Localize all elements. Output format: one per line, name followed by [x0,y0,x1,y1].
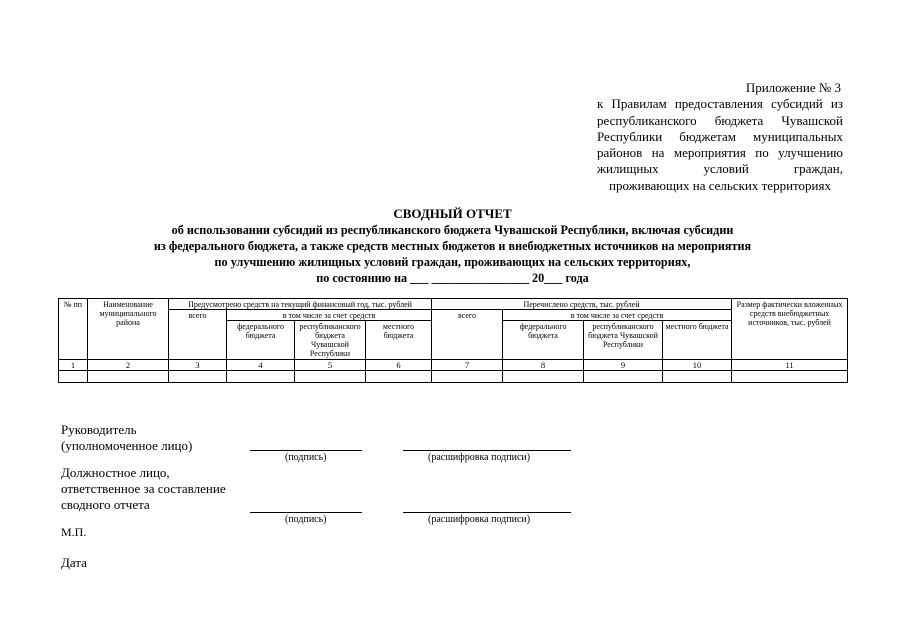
official-signature-caption: (подпись) [285,514,327,525]
column-number: 1 [59,360,88,371]
report-subtitle-line: из федерального бюджета, а также средств местных бюджетов и внебюджетных источников на мероприятия [153,239,752,253]
header-transferred-federal: федерального бюджета [503,321,584,360]
table-cell [584,371,663,383]
column-number: 2 [88,360,169,371]
table-cell [88,371,169,383]
header-col-name: Наименование муниципального района [88,299,169,360]
table-cell [732,371,848,383]
table-cell [503,371,584,383]
table-cell [59,371,88,383]
header-planned-federal: федерального бюджета [227,321,295,360]
head-label [61,422,192,454]
official-decoding-line [403,512,571,513]
header-transferred-local: местного бюджета [663,321,732,360]
report-date-line: по состоянию на ___ ________________ 20___ года [316,271,589,285]
table-cell [432,371,503,383]
header-col-no: № пп [59,299,88,360]
column-number: 7 [432,360,503,371]
column-number: 11 [732,360,848,371]
head-signature-caption: (подпись) [285,452,327,463]
column-number: 4 [227,360,295,371]
official-signature-line [250,512,362,513]
header-planned-including: в том числе за счет средств [227,310,432,321]
column-number: 8 [503,360,584,371]
table-cell [663,371,732,383]
appendix-block [597,80,843,194]
header-transferred-republican: республиканского бюджета Чувашской Республики [584,321,663,360]
column-number: 9 [584,360,663,371]
official-decoding-caption: (расшифровка подписи) [428,514,531,525]
official-label-line: сводного отчета [61,497,150,512]
header-group-planned: Предусмотрено средств на текущий финансовый год, тыс. рублей [169,299,432,310]
header-transferred-including: в том числе за счет средств [503,310,732,321]
header-planned-total: всего [169,310,227,360]
report-subtitle [0,222,905,286]
report-subtitle-line: по улучшению жилищных условий граждан, проживающих на сельских территориях, [214,255,691,269]
column-number: 10 [663,360,732,371]
official-label-line: Должностное лицо, [61,465,170,480]
official-label-line: ответственное за составление [61,481,226,496]
appendix-text: к Правилам предоставления субсидий из республиканского бюджета Чувашской Республики бюджетам муниципальных районов на мероприятия по улучшению жилищных условий граждан, проживающих на сельских территориях [597,96,843,193]
header-planned-republican: республиканского бюджета Чувашской Республики [295,321,366,360]
head-label-line: (уполномоченное лицо) [61,438,193,453]
table-column-numbers-row [59,360,848,371]
table-cell [227,371,295,383]
column-number: 5 [295,360,366,371]
report-table [58,298,848,383]
head-signature-line [250,450,362,451]
header-group-transferred: Перечислено средств, тыс. рублей [432,299,732,310]
column-number: 6 [366,360,432,371]
report-title: СВОДНЫЙ ОТЧЕТ [393,206,512,221]
appendix-number: Приложение № 3 [745,80,841,95]
date-label: Дата [61,555,87,570]
stamp-label: М.П. [61,525,87,539]
header-transferred-total: всего [432,310,503,360]
column-number: 3 [169,360,227,371]
table-header-row [59,299,848,310]
header-planned-local: местного бюджета [366,321,432,360]
table-empty-row [59,371,848,383]
head-decoding-caption: (расшифровка подписи) [428,452,531,463]
head-decoding-line [403,450,571,451]
table-cell [295,371,366,383]
table-header-row [59,310,848,321]
official-label [61,465,226,513]
report-subtitle-line: об использовании субсидий из республиканского бюджета Чувашской Республики, включая субсидии [171,223,734,237]
head-label-line: Руководитель [61,422,137,437]
table-cell [169,371,227,383]
table-cell [366,371,432,383]
header-col-actual: Размер фактически вложенных средств внебюджетных источников, тыс. рублей [732,299,848,360]
